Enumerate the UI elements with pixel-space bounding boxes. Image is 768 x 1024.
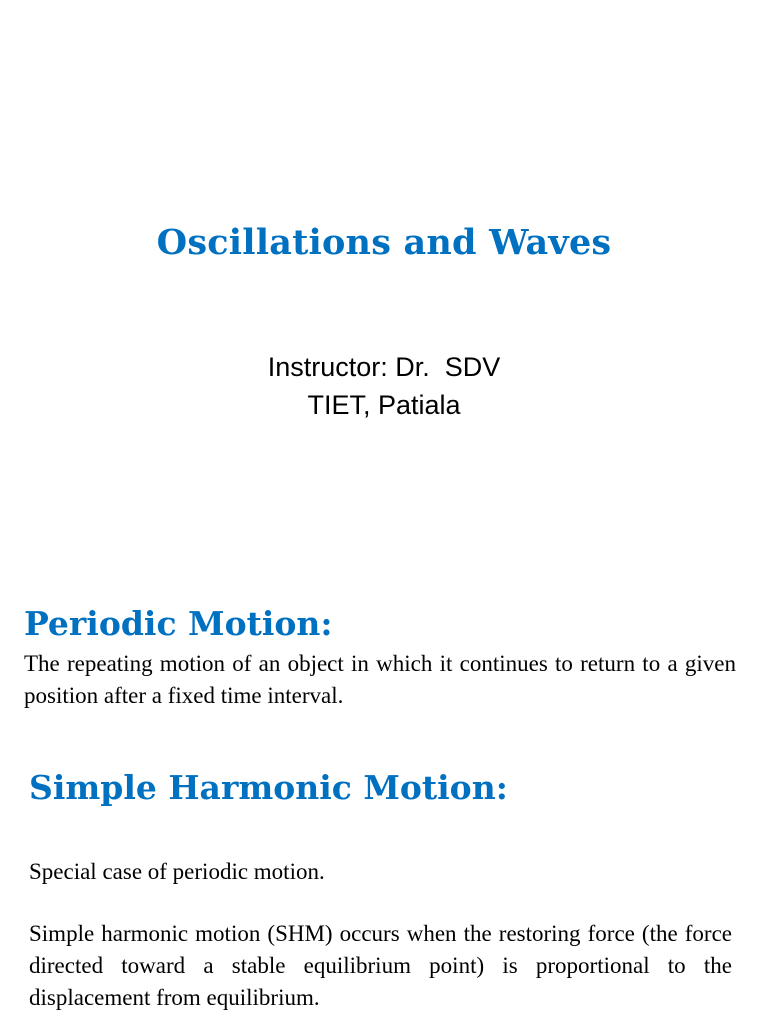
periodic-motion-definition: The repeating motion of an object in which it continues to return to a given position after a fixed time interval. — [24, 651, 736, 708]
shm-definition: Simple harmonic motion (SHM) occurs when the restoring force (the force directed toward a stable equilibrium point) is proportional to the displacement from equilibrium. — [29, 921, 732, 1010]
shm-heading: Simple Harmonic Motion: — [29, 768, 508, 807]
shm-special-case: Special case of periodic motion. — [29, 859, 325, 884]
institute-line: TIET, Patiala — [307, 390, 461, 420]
slide-subtitle — [0, 348, 768, 424]
slide-title: Oscillations and Waves — [156, 222, 612, 263]
periodic-motion-heading: Periodic Motion: — [24, 604, 333, 643]
instructor-line: Instructor: Dr. SDV — [267, 352, 501, 382]
